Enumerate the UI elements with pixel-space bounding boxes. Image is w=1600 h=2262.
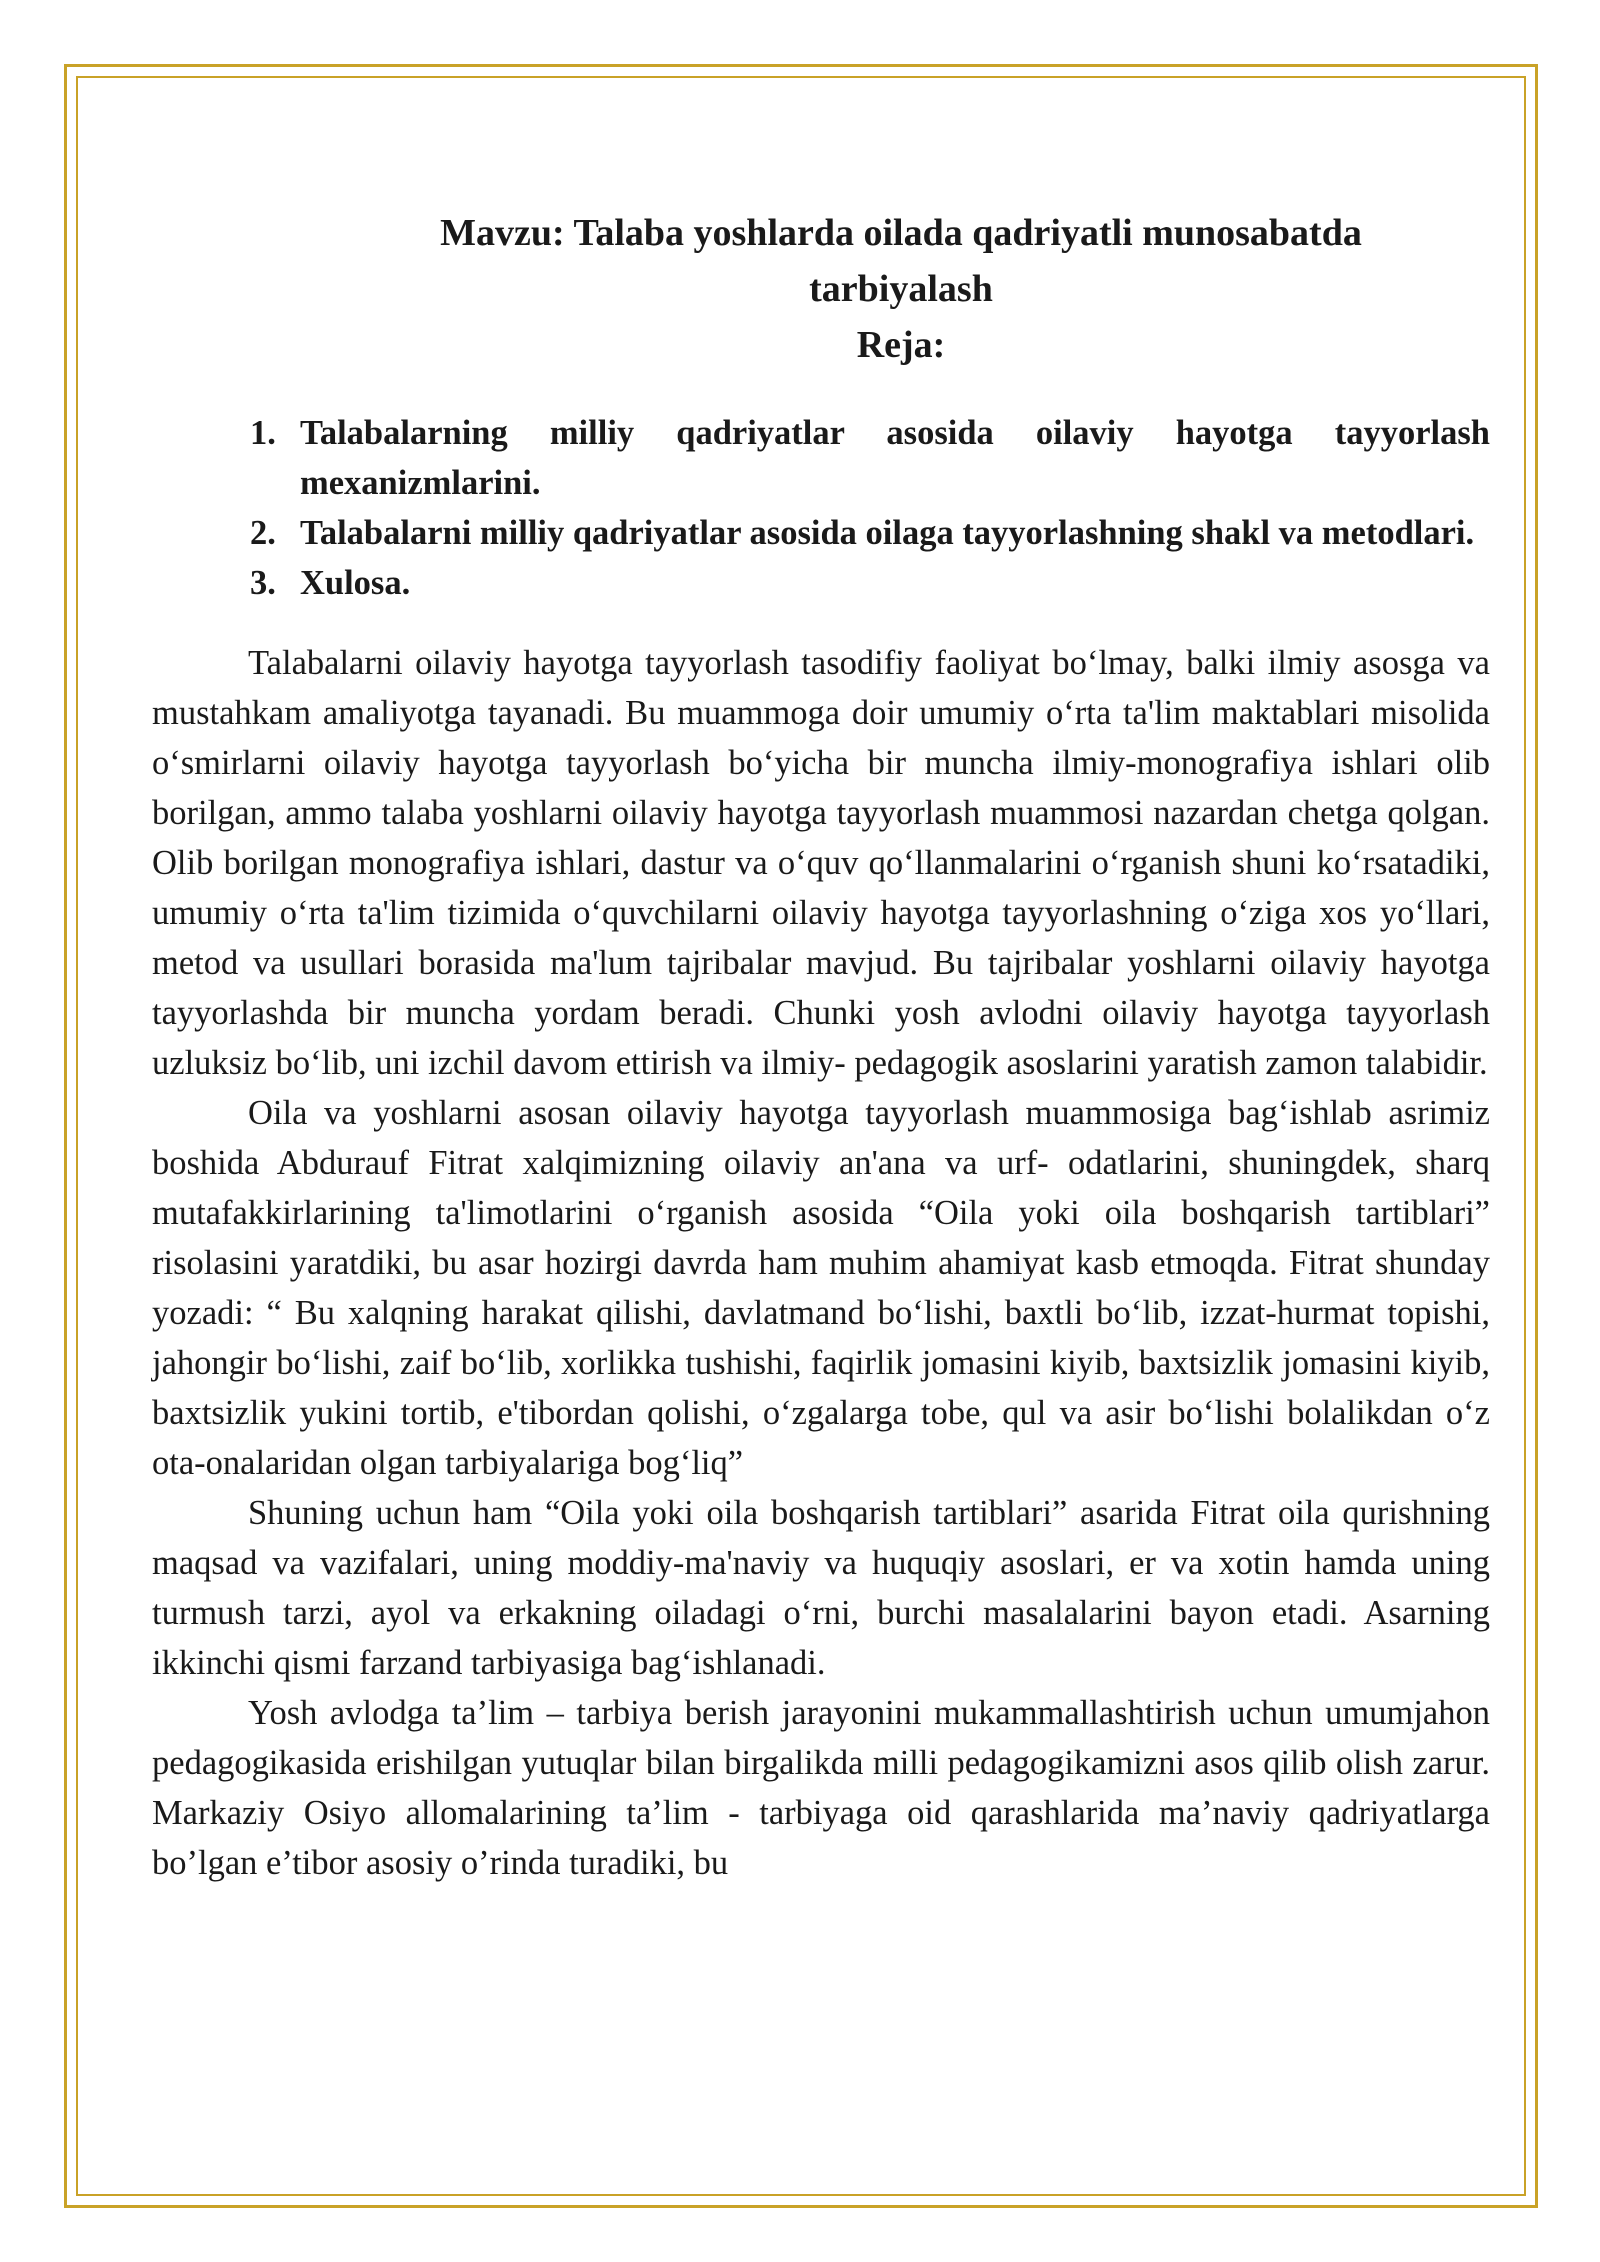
plan-item-text: Talabalarning milliy qadriyatlar asosida oilaviy hayotga tayyorlash mexanizmlarini. xyxy=(300,414,1490,502)
plan-item-number: 1. xyxy=(250,414,276,452)
plan-item-number: 2. xyxy=(250,514,276,552)
body-paragraph: Shuning uchun ham “Oila yoki oila boshqarish tartiblari” asarida Fitrat oila qurishning maqsad va vazifalari, uning moddiy-ma'naviy va huquqiy asoslari, er va xotin hamda uning turmush tarzi, ayol va erkakning oiladagi o‘rni, burchi masalalarini bayon etadi. Asarning ikkinchi qismi farzand tarbiyasiga bag‘ishlanadi. xyxy=(152,1494,1490,1682)
plan-item xyxy=(250,508,1490,558)
plan-item-text: Talabalarni milliy qadriyatlar asosida oilaga tayyorlashning shakl va metodlari. xyxy=(300,514,1475,552)
plan-item xyxy=(250,408,1490,508)
document-title xyxy=(152,205,1490,373)
document-page xyxy=(152,205,1490,1888)
body-paragraph: Yosh avlodga ta’lim – tarbiya berish jarayonini mukammallashtirish uchun umumjahon pedagogikasida erishilgan yutuqlar bilan birgalikda milli pedagogikamizni asos qilib olish zarur. Markaziy Osiyo allomalarining ta’lim - tarbiyaga oid qarashlarida ma’naviy qadriyatlarga bo’lgan e’tibor asosiy o’rinda turadiki, bu xyxy=(152,1694,1490,1882)
title-line-1: Mavzu: Talaba yoshlarda oilada qadriyatli munosabatda xyxy=(440,212,1362,254)
plan-item-text: Xulosa. xyxy=(300,564,411,602)
title-line-2: tarbiyalash xyxy=(809,268,993,310)
body-paragraph: Oila va yoshlarni asosan oilaviy hayotga tayyorlash muammosiga bag‘ishlab asrimiz boshida Abdurauf Fitrat xalqimizning oilaviy an'ana va urf- odatlarini, shuningdek, sharq mutafakkirlarining ta'limotlarini o‘rganish asosida “Oila yoki oila boshqarish tartiblari” risolasini yaratdiki, bu asar hozirgi davrda ham muhim ahamiyat kasb etmoqda. Fitrat shunday yozadi: “ Bu xalqning harakat qilishi, davlatmand bo‘lishi, baxtli bo‘lib, izzat-hurmat topishi, jahongir bo‘lishi, zaif bo‘lib, xorlikka tushishi, faqirlik jomasini kiyib, baxtsizlik jomasini kiyib, baxtsizlik yukini tortib, e'tibordan qolishi, o‘zgalarga tobe, qul va asir bo‘lishi bolalikdan o‘z ota-onalaridan olgan tarbiyalariga bog‘liq” xyxy=(152,1094,1490,1482)
plan-item-number: 3. xyxy=(250,564,276,602)
plan-heading: Reja: xyxy=(856,324,946,366)
body-paragraph: Talabalarni oilaviy hayotga tayyorlash tasodifiy faoliyat bo‘lmay, balki ilmiy asosga va mustahkam amaliyotga tayanadi. Bu muammoga doir umumiy o‘rta ta'lim maktablari misolida o‘smirlarni oilaviy hayotga tayyorlash bo‘yicha bir muncha ilmiy-monografiya ishlari olib borilgan, ammo talaba yoshlarni oilaviy hayotga tayyorlash muammosi nazardan chetga qolgan. Olib borilgan monografiya ishlari, dastur va o‘quv qo‘llanmalarini o‘rganish shuni ko‘rsatadiki, umumiy o‘rta ta'lim tizimida o‘quvchilarni oilaviy hayotga tayyorlashning o‘ziga xos yo‘llari, metod va usullari borasida ma'lum tajribalar mavjud. Bu tajribalar yoshlarni oilaviy hayotga tayyorlashda bir muncha yordam beradi. Chunki yosh avlodni oilaviy hayotga tayyorlash uzluksiz bo‘lib, uni izchil davom ettirish va ilmiy- pedagogik asoslarini yaratish zamon talabidir. xyxy=(152,644,1490,1082)
plan-item xyxy=(250,558,1490,608)
plan-list xyxy=(152,408,1490,608)
